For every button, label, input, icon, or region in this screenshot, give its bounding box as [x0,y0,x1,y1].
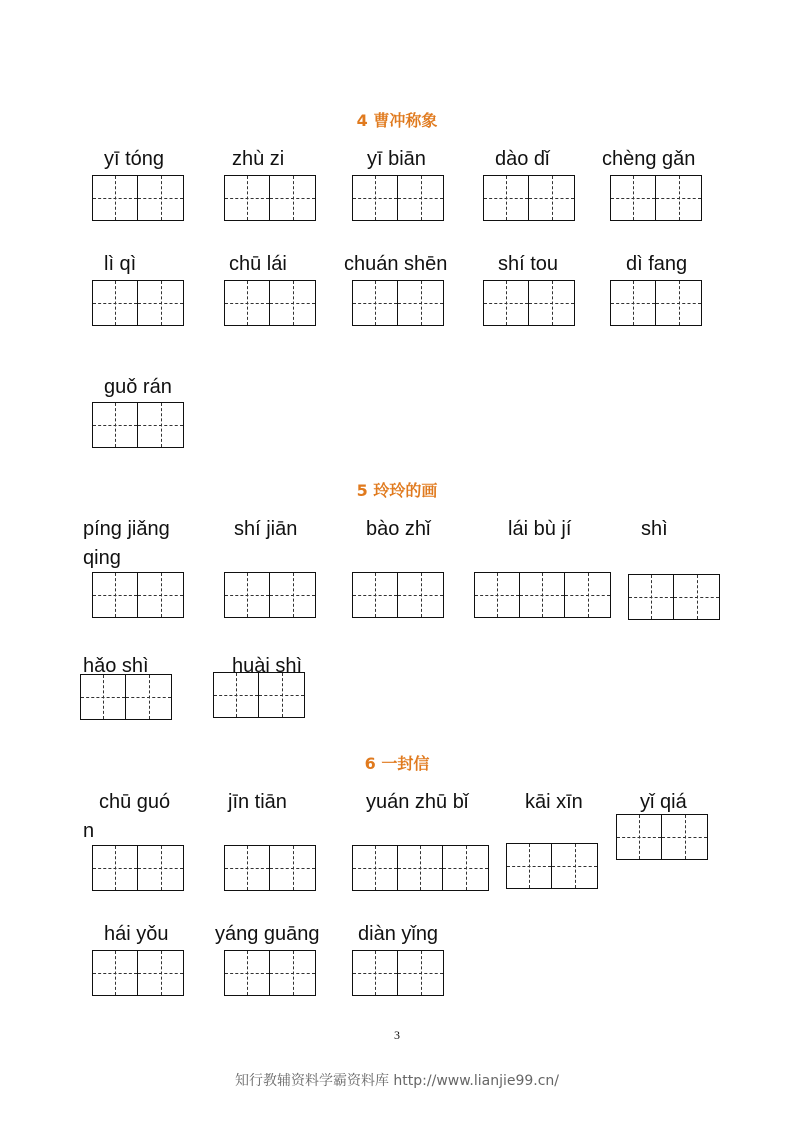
pinyin-label: chū guó [99,791,171,813]
section-title: 5 玲玲的画 [356,481,438,500]
writing-grid[interactable] [474,572,611,618]
pinyin-label: hái yǒu [104,923,169,945]
grid-cell[interactable] [225,951,270,995]
section-title: 6 一封信 [364,754,430,773]
grid-cell[interactable] [398,281,443,325]
grid-cell[interactable] [93,846,138,890]
grid-cell[interactable] [398,846,443,890]
pinyin-label: dì fang [626,253,688,275]
grid-cell[interactable] [270,951,315,995]
grid-cell[interactable] [484,281,529,325]
grid-cell[interactable] [552,844,597,888]
grid-cell[interactable] [398,951,443,995]
writing-grid[interactable] [610,280,702,326]
writing-grid[interactable] [352,950,444,996]
writing-grid[interactable] [213,672,305,718]
grid-cell[interactable] [353,176,398,220]
grid-cell[interactable] [138,573,183,617]
pinyin-label: dào dǐ [495,148,550,170]
grid-cell[interactable] [214,673,259,717]
writing-grid[interactable] [92,572,184,618]
writing-grid[interactable] [352,572,444,618]
writing-grid[interactable] [483,280,575,326]
grid-cell[interactable] [270,176,315,220]
grid-cell[interactable] [270,281,315,325]
pinyin-label: chèng gǎn [602,148,696,170]
grid-cell[interactable] [225,281,270,325]
page-number: 3 [394,1028,400,1042]
pinyin-label: yuán zhū bǐ [366,791,469,813]
pinyin-label: lái bù jí [508,518,572,540]
grid-cell[interactable] [398,573,443,617]
grid-cell[interactable] [656,176,701,220]
grid-cell[interactable] [225,573,270,617]
pinyin-label: shí tou [498,253,559,275]
pinyin-label: huài shì [232,655,303,677]
grid-cell[interactable] [259,673,304,717]
grid-cell[interactable] [398,176,443,220]
grid-cell[interactable] [138,403,183,447]
pinyin-label: guǒ rán [104,376,172,398]
grid-cell[interactable] [484,176,529,220]
pinyin-label: yī tóng [104,148,165,170]
grid-cell[interactable] [617,815,662,859]
writing-grid[interactable] [224,280,316,326]
grid-cell[interactable] [138,846,183,890]
section-title: 4 曹冲称象 [356,111,438,130]
grid-cell[interactable] [93,573,138,617]
grid-cell[interactable] [225,176,270,220]
grid-cell[interactable] [138,951,183,995]
writing-grid[interactable] [610,175,702,221]
grid-cell[interactable] [353,951,398,995]
grid-cell[interactable] [656,281,701,325]
writing-grid[interactable] [352,175,444,221]
grid-cell[interactable] [529,176,574,220]
writing-grid[interactable] [224,845,316,891]
grid-cell[interactable] [353,281,398,325]
writing-grid[interactable] [224,175,316,221]
pinyin-label-wrap: n [83,820,95,842]
pinyin-label: zhù zi [232,148,285,170]
pinyin-label: chū lái [229,253,287,275]
grid-cell[interactable] [81,675,126,719]
pinyin-label: chuán shēn [344,253,448,275]
writing-grid[interactable] [352,280,444,326]
grid-cell[interactable] [126,675,171,719]
writing-grid[interactable] [628,574,720,620]
grid-cell[interactable] [225,846,270,890]
pinyin-label: bào zhǐ [366,518,431,540]
pinyin-label: kāi xīn [525,791,583,813]
pinyin-label: yǐ qiá [640,791,687,813]
pinyin-label: hǎo shì [83,655,149,677]
grid-cell[interactable] [611,176,656,220]
grid-cell[interactable] [93,281,138,325]
pinyin-label: yī biān [367,148,426,170]
writing-grid[interactable] [92,175,184,221]
writing-grid[interactable] [92,402,184,448]
pinyin-label-wrap: qing [83,547,121,569]
grid-cell[interactable] [93,403,138,447]
writing-grid[interactable] [80,674,172,720]
writing-grid[interactable] [224,572,316,618]
grid-cell[interactable] [353,573,398,617]
writing-grid[interactable] [224,950,316,996]
grid-cell[interactable] [520,573,565,617]
writing-grid[interactable] [506,843,598,889]
grid-cell[interactable] [475,573,520,617]
writing-grid[interactable] [483,175,575,221]
writing-grid[interactable] [616,814,708,860]
grid-cell[interactable] [93,176,138,220]
writing-grid[interactable] [92,950,184,996]
grid-cell[interactable] [270,573,315,617]
pinyin-label: diàn yǐng [358,923,439,945]
pinyin-label: píng jiǎng [83,518,170,540]
writing-grid[interactable] [92,845,184,891]
grid-cell[interactable] [270,846,315,890]
footer-text: 知行教辅资料学霸资料库 http://www.lianjie99.cn/ [234,1073,560,1089]
grid-cell[interactable] [629,575,674,619]
grid-cell[interactable] [93,951,138,995]
pinyin-label: yáng guāng [215,923,320,945]
writing-grid[interactable] [92,280,184,326]
pinyin-label: jīn tiān [228,791,287,813]
grid-cell[interactable] [138,176,183,220]
grid-cell[interactable] [353,846,398,890]
grid-cell[interactable] [443,846,488,890]
grid-cell[interactable] [529,281,574,325]
grid-cell[interactable] [611,281,656,325]
grid-cell[interactable] [674,575,719,619]
pinyin-label: shí jiān [234,518,298,540]
pinyin-label: lì qì [104,253,137,275]
grid-cell[interactable] [565,573,610,617]
grid-cell[interactable] [507,844,552,888]
grid-cell[interactable] [662,815,707,859]
writing-grid[interactable] [352,845,489,891]
pinyin-label: shì [641,518,668,540]
grid-cell[interactable] [138,281,183,325]
